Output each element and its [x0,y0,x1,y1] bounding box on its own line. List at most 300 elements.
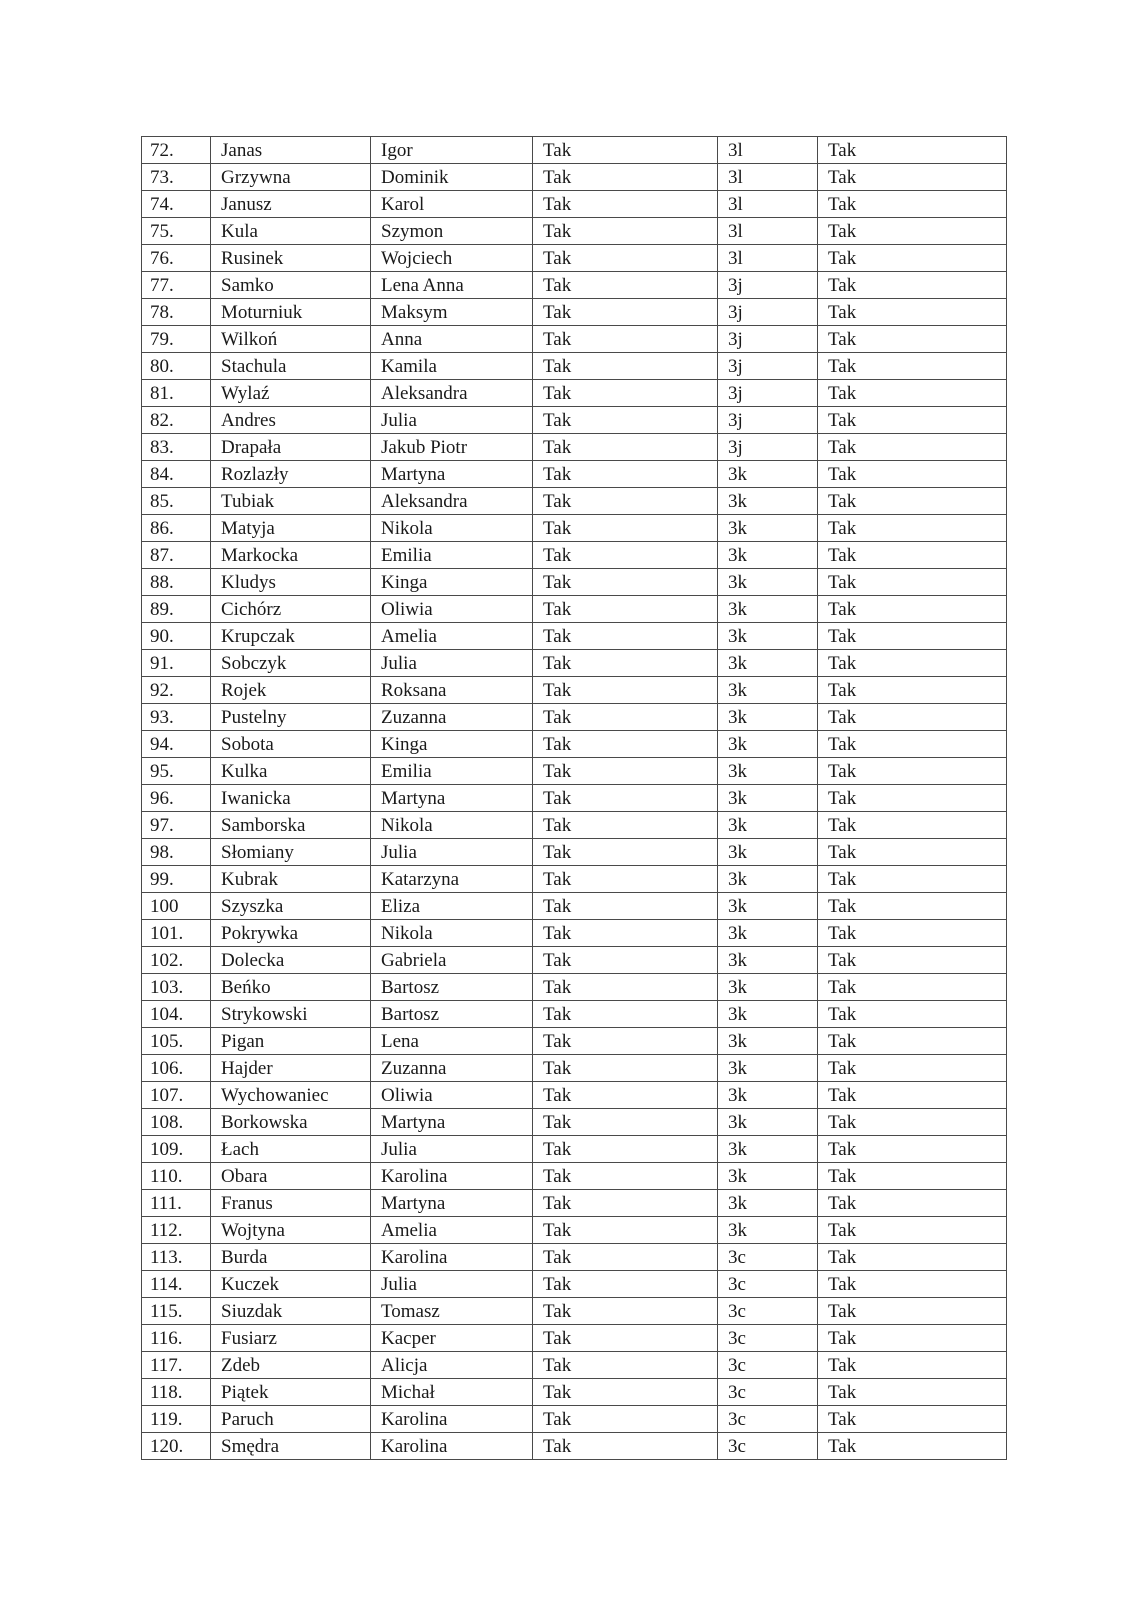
first-name-cell: Martyna [371,785,533,812]
consent-cell: Tak [533,758,718,785]
table-row [142,893,1007,920]
last-name-cell: Pigan [211,1028,371,1055]
table-row [142,137,1007,164]
first-name-cell: Zuzanna [371,704,533,731]
last-name-cell: Obara [211,1163,371,1190]
row-number-cell: 77. [142,272,211,299]
row-number-cell: 118. [142,1379,211,1406]
class-cell: 3j [718,407,818,434]
class-cell: 3k [718,1028,818,1055]
consent-cell: Tak [533,1433,718,1460]
last-name-cell: Pokrywka [211,920,371,947]
last-name-cell: Krupczak [211,623,371,650]
last-name-cell: Wojtyna [211,1217,371,1244]
confirmation-cell: Tak [818,1001,1007,1028]
last-name-cell: Sobczyk [211,650,371,677]
last-name-cell: Rozlazły [211,461,371,488]
consent-cell: Tak [533,272,718,299]
class-cell: 3k [718,866,818,893]
row-number-cell: 94. [142,731,211,758]
consent-cell: Tak [533,569,718,596]
class-cell: 3k [718,1217,818,1244]
class-cell: 3k [718,542,818,569]
first-name-cell: Jakub Piotr [371,434,533,461]
confirmation-cell: Tak [818,569,1007,596]
consent-cell: Tak [533,137,718,164]
table-row [142,623,1007,650]
table-row [142,1433,1007,1460]
class-cell: 3k [718,650,818,677]
class-cell: 3k [718,623,818,650]
confirmation-cell: Tak [818,272,1007,299]
consent-cell: Tak [533,704,718,731]
first-name-cell: Martyna [371,1190,533,1217]
table-row [142,1298,1007,1325]
class-cell: 3k [718,1136,818,1163]
last-name-cell: Matyja [211,515,371,542]
row-number-cell: 75. [142,218,211,245]
class-cell: 3j [718,326,818,353]
first-name-cell: Lena [371,1028,533,1055]
last-name-cell: Paruch [211,1406,371,1433]
confirmation-cell: Tak [818,542,1007,569]
table-row [142,1352,1007,1379]
last-name-cell: Stachula [211,353,371,380]
last-name-cell: Zdeb [211,1352,371,1379]
consent-cell: Tak [533,623,718,650]
first-name-cell: Aleksandra [371,380,533,407]
consent-cell: Tak [533,461,718,488]
confirmation-cell: Tak [818,488,1007,515]
table-row [142,731,1007,758]
last-name-cell: Słomiany [211,839,371,866]
confirmation-cell: Tak [818,191,1007,218]
last-name-cell: Markocka [211,542,371,569]
first-name-cell: Lena Anna [371,272,533,299]
consent-cell: Tak [533,596,718,623]
row-number-cell: 85. [142,488,211,515]
row-number-cell: 115. [142,1298,211,1325]
table-row [142,1379,1007,1406]
class-cell: 3k [718,1109,818,1136]
first-name-cell: Kamila [371,353,533,380]
first-name-cell: Bartosz [371,974,533,1001]
confirmation-cell: Tak [818,839,1007,866]
confirmation-cell: Tak [818,893,1007,920]
table-row [142,542,1007,569]
consent-cell: Tak [533,1298,718,1325]
last-name-cell: Rojek [211,677,371,704]
first-name-cell: Dominik [371,164,533,191]
first-name-cell: Julia [371,1136,533,1163]
consent-cell: Tak [533,191,718,218]
row-number-cell: 107. [142,1082,211,1109]
first-name-cell: Karolina [371,1406,533,1433]
table-row [142,164,1007,191]
last-name-cell: Smędra [211,1433,371,1460]
last-name-cell: Borkowska [211,1109,371,1136]
confirmation-cell: Tak [818,650,1007,677]
consent-cell: Tak [533,515,718,542]
consent-cell: Tak [533,1136,718,1163]
table-row [142,1190,1007,1217]
consent-cell: Tak [533,299,718,326]
confirmation-cell: Tak [818,974,1007,1001]
table-row [142,245,1007,272]
confirmation-cell: Tak [818,920,1007,947]
consent-cell: Tak [533,839,718,866]
confirmation-cell: Tak [818,515,1007,542]
first-name-cell: Nikola [371,812,533,839]
student-table-body [142,137,1007,1460]
row-number-cell: 108. [142,1109,211,1136]
table-row [142,1325,1007,1352]
first-name-cell: Michał [371,1379,533,1406]
row-number-cell: 76. [142,245,211,272]
row-number-cell: 73. [142,164,211,191]
consent-cell: Tak [533,785,718,812]
table-row [142,1217,1007,1244]
last-name-cell: Beńko [211,974,371,1001]
consent-cell: Tak [533,677,718,704]
last-name-cell: Kula [211,218,371,245]
last-name-cell: Rusinek [211,245,371,272]
row-number-cell: 101. [142,920,211,947]
confirmation-cell: Tak [818,1433,1007,1460]
consent-cell: Tak [533,1163,718,1190]
class-cell: 3l [718,191,818,218]
row-number-cell: 106. [142,1055,211,1082]
row-number-cell: 116. [142,1325,211,1352]
last-name-cell: Piątek [211,1379,371,1406]
class-cell: 3k [718,812,818,839]
confirmation-cell: Tak [818,137,1007,164]
consent-cell: Tak [533,1271,718,1298]
row-number-cell: 86. [142,515,211,542]
confirmation-cell: Tak [818,596,1007,623]
last-name-cell: Strykowski [211,1001,371,1028]
last-name-cell: Samko [211,272,371,299]
last-name-cell: Grzywna [211,164,371,191]
row-number-cell: 100 [142,893,211,920]
row-number-cell: 96. [142,785,211,812]
first-name-cell: Amelia [371,623,533,650]
consent-cell: Tak [533,407,718,434]
first-name-cell: Karolina [371,1163,533,1190]
class-cell: 3c [718,1271,818,1298]
class-cell: 3k [718,1190,818,1217]
consent-cell: Tak [533,542,718,569]
confirmation-cell: Tak [818,218,1007,245]
last-name-cell: Cichórz [211,596,371,623]
last-name-cell: Tubiak [211,488,371,515]
first-name-cell: Zuzanna [371,1055,533,1082]
class-cell: 3k [718,893,818,920]
table-row [142,272,1007,299]
first-name-cell: Martyna [371,1109,533,1136]
row-number-cell: 91. [142,650,211,677]
row-number-cell: 72. [142,137,211,164]
confirmation-cell: Tak [818,1352,1007,1379]
consent-cell: Tak [533,1352,718,1379]
consent-cell: Tak [533,488,718,515]
last-name-cell: Moturniuk [211,299,371,326]
row-number-cell: 119. [142,1406,211,1433]
first-name-cell: Julia [371,650,533,677]
confirmation-cell: Tak [818,1406,1007,1433]
last-name-cell: Janusz [211,191,371,218]
last-name-cell: Janas [211,137,371,164]
table-row [142,947,1007,974]
table-row [142,1001,1007,1028]
table-row [142,569,1007,596]
last-name-cell: Kubrak [211,866,371,893]
class-cell: 3j [718,299,818,326]
confirmation-cell: Tak [818,1244,1007,1271]
last-name-cell: Pustelny [211,704,371,731]
class-cell: 3c [718,1433,818,1460]
confirmation-cell: Tak [818,1028,1007,1055]
class-cell: 3l [718,218,818,245]
first-name-cell: Emilia [371,758,533,785]
row-number-cell: 99. [142,866,211,893]
row-number-cell: 120. [142,1433,211,1460]
class-cell: 3j [718,353,818,380]
last-name-cell: Wychowaniec [211,1082,371,1109]
class-cell: 3k [718,1001,818,1028]
confirmation-cell: Tak [818,1217,1007,1244]
class-cell: 3c [718,1298,818,1325]
row-number-cell: 103. [142,974,211,1001]
consent-cell: Tak [533,1109,718,1136]
table-row [142,758,1007,785]
class-cell: 3l [718,137,818,164]
table-row [142,920,1007,947]
table-row [142,1136,1007,1163]
table-row [142,1244,1007,1271]
consent-cell: Tak [533,1406,718,1433]
table-row [142,1271,1007,1298]
class-cell: 3j [718,272,818,299]
table-row [142,515,1007,542]
consent-cell: Tak [533,380,718,407]
row-number-cell: 113. [142,1244,211,1271]
confirmation-cell: Tak [818,623,1007,650]
row-number-cell: 88. [142,569,211,596]
consent-cell: Tak [533,893,718,920]
first-name-cell: Maksym [371,299,533,326]
confirmation-cell: Tak [818,1379,1007,1406]
row-number-cell: 89. [142,596,211,623]
confirmation-cell: Tak [818,677,1007,704]
row-number-cell: 80. [142,353,211,380]
last-name-cell: Drapała [211,434,371,461]
last-name-cell: Kludys [211,569,371,596]
first-name-cell: Julia [371,1271,533,1298]
consent-cell: Tak [533,947,718,974]
table-row [142,434,1007,461]
confirmation-cell: Tak [818,758,1007,785]
confirmation-cell: Tak [818,1271,1007,1298]
consent-cell: Tak [533,1379,718,1406]
first-name-cell: Kinga [371,569,533,596]
class-cell: 3c [718,1379,818,1406]
table-row [142,1406,1007,1433]
row-number-cell: 81. [142,380,211,407]
class-cell: 3k [718,569,818,596]
row-number-cell: 92. [142,677,211,704]
confirmation-cell: Tak [818,947,1007,974]
first-name-cell: Bartosz [371,1001,533,1028]
class-cell: 3c [718,1244,818,1271]
consent-cell: Tak [533,1190,718,1217]
first-name-cell: Oliwia [371,596,533,623]
confirmation-cell: Tak [818,812,1007,839]
row-number-cell: 117. [142,1352,211,1379]
class-cell: 3k [718,515,818,542]
class-cell: 3j [718,380,818,407]
class-cell: 3l [718,164,818,191]
last-name-cell: Hajder [211,1055,371,1082]
confirmation-cell: Tak [818,164,1007,191]
last-name-cell: Sobota [211,731,371,758]
consent-cell: Tak [533,245,718,272]
class-cell: 3k [718,758,818,785]
last-name-cell: Kuczek [211,1271,371,1298]
row-number-cell: 109. [142,1136,211,1163]
consent-cell: Tak [533,1217,718,1244]
class-cell: 3k [718,488,818,515]
consent-cell: Tak [533,353,718,380]
row-number-cell: 78. [142,299,211,326]
confirmation-cell: Tak [818,407,1007,434]
table-row [142,218,1007,245]
consent-cell: Tak [533,218,718,245]
class-cell: 3k [718,785,818,812]
consent-cell: Tak [533,434,718,461]
table-row [142,785,1007,812]
first-name-cell: Katarzyna [371,866,533,893]
row-number-cell: 102. [142,947,211,974]
first-name-cell: Roksana [371,677,533,704]
confirmation-cell: Tak [818,785,1007,812]
table-row [142,380,1007,407]
row-number-cell: 111. [142,1190,211,1217]
first-name-cell: Kinga [371,731,533,758]
last-name-cell: Andres [211,407,371,434]
first-name-cell: Emilia [371,542,533,569]
class-cell: 3c [718,1406,818,1433]
table-row [142,1163,1007,1190]
last-name-cell: Szyszka [211,893,371,920]
row-number-cell: 105. [142,1028,211,1055]
confirmation-cell: Tak [818,353,1007,380]
confirmation-cell: Tak [818,1082,1007,1109]
class-cell: 3k [718,1082,818,1109]
row-number-cell: 79. [142,326,211,353]
class-cell: 3k [718,947,818,974]
first-name-cell: Karolina [371,1433,533,1460]
table-row [142,1082,1007,1109]
confirmation-cell: Tak [818,1109,1007,1136]
class-cell: 3k [718,839,818,866]
last-name-cell: Dolecka [211,947,371,974]
class-cell: 3k [718,596,818,623]
table-row [142,974,1007,1001]
consent-cell: Tak [533,164,718,191]
row-number-cell: 114. [142,1271,211,1298]
consent-cell: Tak [533,974,718,1001]
last-name-cell: Franus [211,1190,371,1217]
table-row [142,650,1007,677]
last-name-cell: Wilkoń [211,326,371,353]
consent-cell: Tak [533,1028,718,1055]
confirmation-cell: Tak [818,1298,1007,1325]
student-table [141,136,1007,1460]
row-number-cell: 87. [142,542,211,569]
table-row [142,839,1007,866]
row-number-cell: 93. [142,704,211,731]
first-name-cell: Wojciech [371,245,533,272]
confirmation-cell: Tak [818,866,1007,893]
table-row [142,407,1007,434]
row-number-cell: 84. [142,461,211,488]
consent-cell: Tak [533,1001,718,1028]
class-cell: 3k [718,461,818,488]
class-cell: 3k [718,1055,818,1082]
class-cell: 3c [718,1325,818,1352]
confirmation-cell: Tak [818,434,1007,461]
consent-cell: Tak [533,731,718,758]
row-number-cell: 95. [142,758,211,785]
consent-cell: Tak [533,1244,718,1271]
first-name-cell: Nikola [371,920,533,947]
first-name-cell: Amelia [371,1217,533,1244]
confirmation-cell: Tak [818,1190,1007,1217]
table-row [142,488,1007,515]
first-name-cell: Anna [371,326,533,353]
confirmation-cell: Tak [818,299,1007,326]
table-row [142,1028,1007,1055]
table-row [142,704,1007,731]
class-cell: 3k [718,731,818,758]
class-cell: 3k [718,974,818,1001]
last-name-cell: Burda [211,1244,371,1271]
class-cell: 3j [718,434,818,461]
first-name-cell: Nikola [371,515,533,542]
table-row [142,866,1007,893]
first-name-cell: Aleksandra [371,488,533,515]
confirmation-cell: Tak [818,1136,1007,1163]
confirmation-cell: Tak [818,704,1007,731]
consent-cell: Tak [533,920,718,947]
row-number-cell: 74. [142,191,211,218]
class-cell: 3k [718,1163,818,1190]
table-row [142,1055,1007,1082]
first-name-cell: Julia [371,407,533,434]
first-name-cell: Eliza [371,893,533,920]
table-row [142,461,1007,488]
class-cell: 3k [718,704,818,731]
row-number-cell: 83. [142,434,211,461]
table-row [142,353,1007,380]
table-row [142,812,1007,839]
table-row [142,191,1007,218]
class-cell: 3l [718,245,818,272]
consent-cell: Tak [533,812,718,839]
row-number-cell: 110. [142,1163,211,1190]
row-number-cell: 97. [142,812,211,839]
